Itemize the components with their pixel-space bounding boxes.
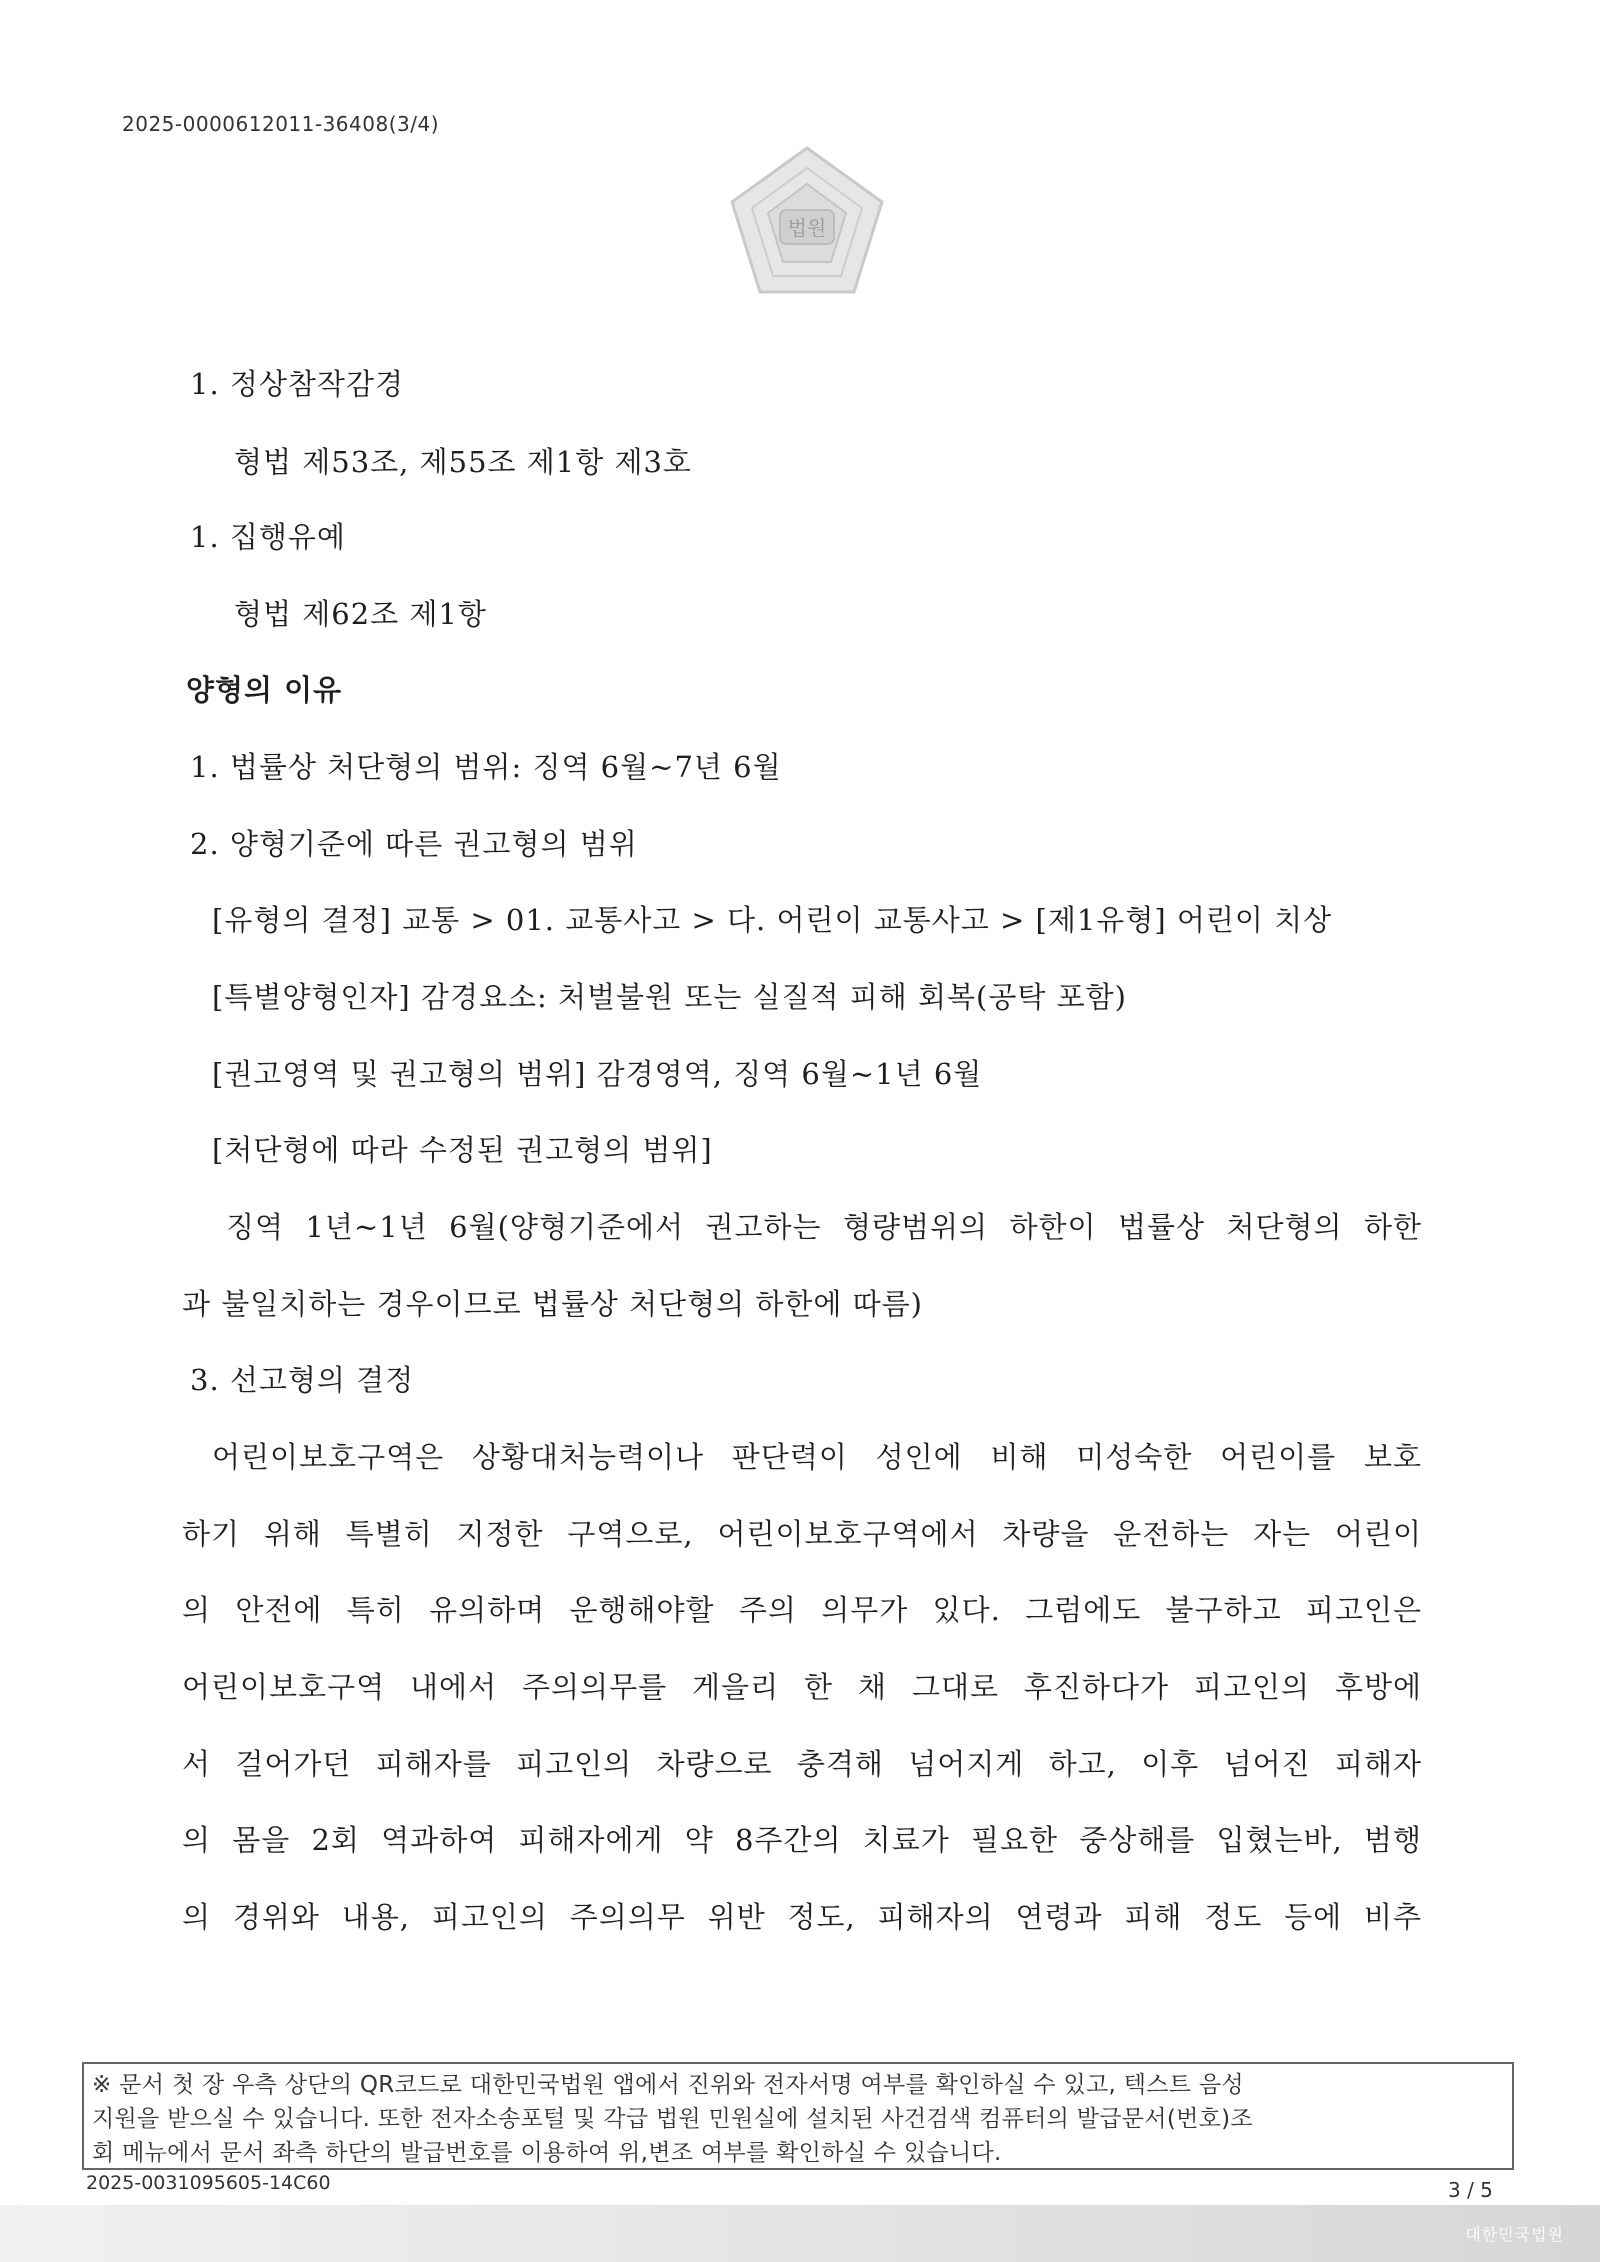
- court-watermark: 대한민국법원: [1465, 2225, 1564, 2244]
- item-sentence-decision: 3. 선고형의 결정: [190, 1363, 415, 1397]
- paragraph-line: 의 경위와 내용, 피고인의 주의의무 위반 정도, 피해자의 연령과 피해 정도 등에 비추: [182, 1900, 1422, 1934]
- item-probation: 1. 집행유예: [190, 520, 346, 554]
- guideline-type: [유형의 결정] 교통 > 01. 교통사고 > 다. 어린이 교통사고 > [제1유형] 어린이 치상: [212, 903, 1333, 937]
- guideline-adjusted-range: [처단형에 따라 수정된 권고형의 범위]: [212, 1133, 713, 1167]
- item-mitigation-law: 형법 제53조, 제55조 제1항 제3호: [234, 445, 692, 479]
- item-guideline-range: 2. 양형기준에 따른 권고형의 범위: [190, 827, 638, 861]
- guideline-recommended-range: [권고영역 및 권고형의 범위] 감경영역, 징역 6월~1년 6월: [212, 1057, 983, 1091]
- item-mitigation: 1. 정상참작감경: [190, 367, 404, 401]
- paragraph-line: 하기 위해 특별히 지정한 구역으로, 어린이보호구역에서 차량을 운전하는 자는 어린이: [182, 1517, 1422, 1551]
- verification-notice-line: ※ 문서 첫 장 우측 상단의 QR코드로 대한민국법원 앱에서 진위와 전자서명 여부를 확인하실 수 있고, 텍스트 음성: [92, 2072, 1244, 2098]
- item-statutory-range: 1. 법률상 처단형의 범위: 징역 6월~7년 6월: [190, 750, 782, 784]
- issue-number: 2025-0031095605-14C60: [86, 2172, 331, 2194]
- verification-notice-line: 회 메뉴에서 문서 좌측 하단의 발급번호를 이용하여 위,변조 여부를 확인하실 수 있습니다.: [92, 2140, 1002, 2166]
- page-number: 3 / 5: [1448, 2178, 1493, 2202]
- footer-band: [0, 2205, 1600, 2262]
- paragraph-line: 의 안전에 특히 유의하며 운행해야할 주의 의무가 있다. 그럼에도 불구하고 피고인은: [182, 1593, 1422, 1627]
- item-probation-law: 형법 제62조 제1항: [234, 597, 487, 631]
- adjusted-range-text-cont: 과 불일치하는 경우이므로 법률상 처단형의 하한에 따름): [182, 1287, 923, 1321]
- paragraph-line: 의 몸을 2회 역과하여 피해자에게 약 8주간의 치료가 필요한 중상해를 입혔는바, 범행: [182, 1823, 1422, 1857]
- paragraph-line: 어린이보호구역 내에서 주의의무를 게을리 한 채 그대로 후진하다가 피고인의 후방에: [182, 1670, 1422, 1704]
- court-seal-icon: [722, 140, 892, 310]
- document-number: 2025-0000612011-36408(3/4): [122, 112, 439, 136]
- paragraph-line: 서 걸어가던 피해자를 피고인의 차량으로 충격해 넘어지게 하고, 이후 넘어진 피해자: [182, 1747, 1422, 1781]
- guideline-special-factor: [특별양형인자] 감경요소: 처벌불원 또는 실질적 피해 회복(공탁 포함): [212, 980, 1127, 1014]
- verification-notice-line: 지원을 받으실 수 있습니다. 또한 전자소송포털 및 각급 법원 민원실에 설치된 사건검색 컴퓨터의 발급문서(번호)조: [92, 2106, 1253, 2132]
- seal-text: 법원: [787, 216, 827, 240]
- section-heading-sentencing-reason: 양형의 이유: [186, 673, 343, 707]
- paragraph-line: 어린이보호구역은 상황대처능력이나 판단력이 성인에 비해 미성숙한 어린이를 보호: [212, 1440, 1422, 1474]
- adjusted-range-text: 징역 1년~1년 6월(양형기준에서 권고하는 형량범위의 하한이 법률상 처단형의 하한: [226, 1210, 1422, 1244]
